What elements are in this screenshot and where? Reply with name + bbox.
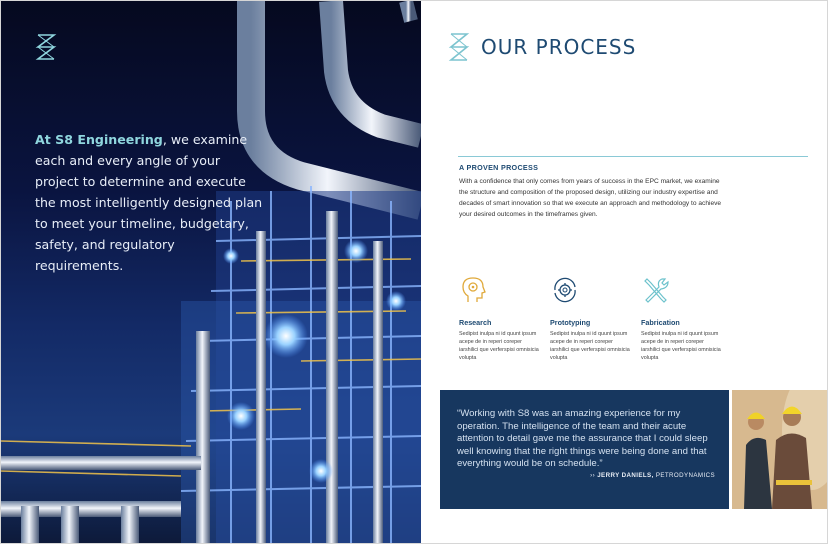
intro-body: , we examine each and every angle of your project to determine and execute the most intelligently designed plan to meet your timeline, budgetary, safety, and regulatory requirements.	[35, 132, 263, 273]
cite-prefix: ››	[590, 472, 598, 479]
feature-body: Sedipist inulpa ni id quunt ipsum acepe de in reperi coreper iarshilici que verferspisi omnisicia volupta	[550, 331, 630, 361]
cite-name: JERRY DANIELS,	[597, 472, 654, 479]
head-gear-icon	[459, 275, 489, 305]
cite-company: PETRODYNAMICS	[653, 472, 715, 479]
intro-highlight: At S8 Engineering	[35, 132, 163, 147]
section-subheading: A PROVEN PROCESS	[459, 163, 539, 172]
left-page	[1, 1, 421, 543]
feature-title: Prototyping	[550, 318, 591, 327]
feature-title: Fabrication	[641, 318, 680, 327]
gear-cycle-icon	[550, 275, 580, 305]
feature-fabrication	[641, 275, 721, 362]
s8-logo-icon	[35, 33, 57, 61]
page-title: OUR PROCESS	[481, 35, 637, 59]
intro-text	[35, 129, 265, 276]
feature-prototyping	[550, 275, 630, 362]
workers-photo	[732, 390, 827, 509]
feature-body: Sedipist inulpa ni id quunt ipsum acepe de in reperi coreper iarshilici que verferspisi omnisicia volupta	[459, 331, 539, 361]
testimonial-quote: “Working with S8 was an amazing experience for my operation. The intelligence of the team and their acute attention to detail gave me the assurance that I could sleep well knowing that the right things were being done and that everything would be on schedule.”	[457, 408, 708, 470]
s8-logo-icon	[448, 32, 470, 62]
divider	[458, 156, 808, 157]
feature-research	[459, 275, 539, 362]
testimonial-citation	[590, 472, 715, 479]
feature-body: Sedipist inulpa ni id quunt ipsum acepe de in reperi coreper iarshilici que verferspisi omnisicia volupta	[641, 331, 721, 361]
tools-icon	[641, 275, 671, 305]
brochure-spread	[1, 1, 827, 543]
right-page	[421, 1, 827, 543]
testimonial-box	[440, 390, 729, 509]
feature-title: Research	[459, 318, 492, 327]
section-paragraph: With a confidence that only comes from years of success in the EPC market, we examine the structure and composition of the proposed design, utilizing our industry expertise and decades of smart innovation so that we execute an approach and methodology to achieve your desired outcomes in the timeframes given.	[459, 178, 722, 218]
